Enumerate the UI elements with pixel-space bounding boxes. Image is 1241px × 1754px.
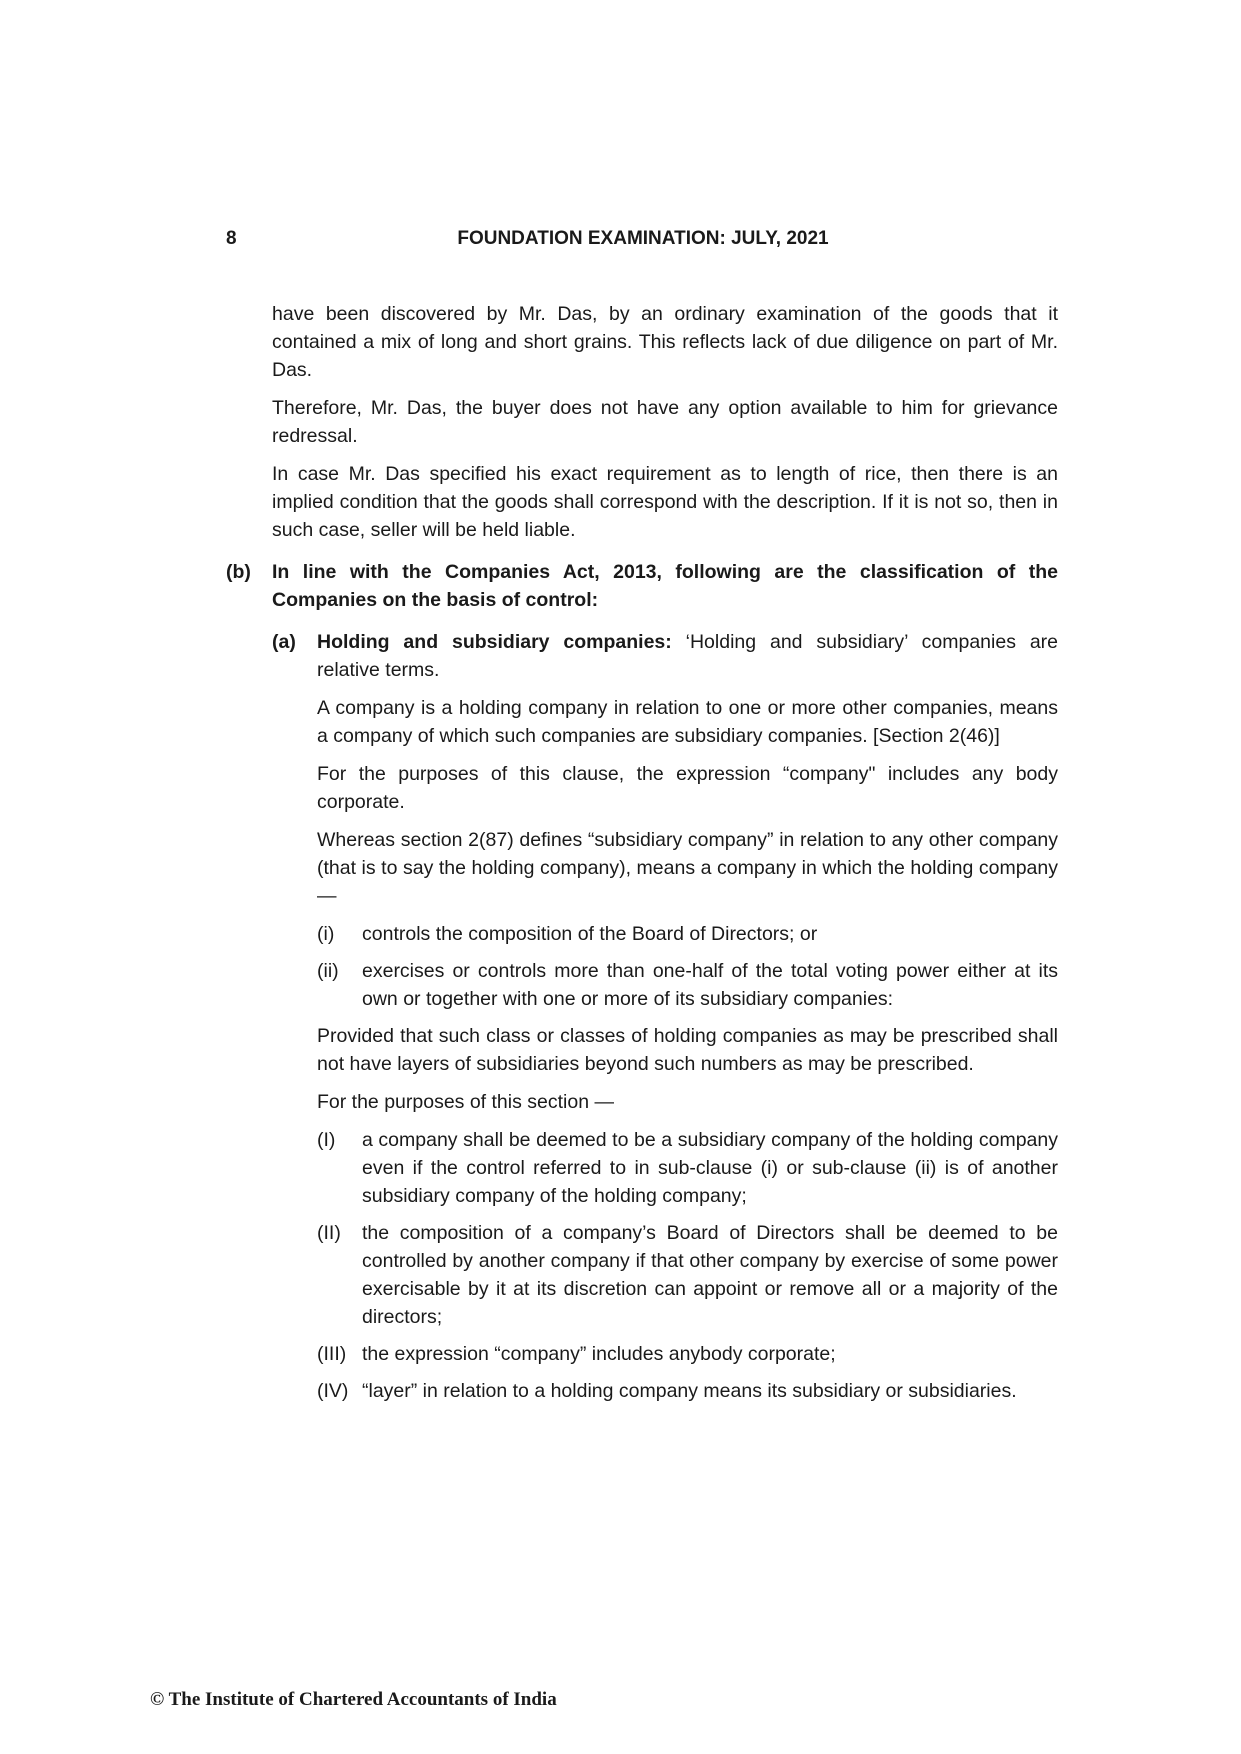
list-item-label: (ii) (317, 960, 339, 982)
paragraph-holding-definition: A company is a holding company in relation to one or more other companies, means a company of which such companies are subsidiary companies. [Section 2(46)] (317, 697, 1058, 747)
page-header (0, 228, 1241, 258)
item-a-bold-lead: Holding and subsidiary companies: (317, 631, 672, 653)
list-item-label: (IV) (317, 1380, 349, 1402)
proviso-paragraph: Provided that such class or classes of holding companies as may be prescribed shall not have layers of subsidiaries beyond such numbers as may be prescribed. (317, 1025, 1058, 1075)
page-number: 8 (226, 228, 237, 249)
intro-paragraph-3: In case Mr. Das specified his exact requirement as to length of rice, then there is an implied condition that the goods shall correspond with the description. If it is not so, then in such case, seller will be held liable. (272, 463, 1058, 541)
item-a-rest: ‘Holding and subsidiary’ companies are relative terms. (317, 631, 1059, 681)
list-item-label: (I) (317, 1129, 336, 1151)
item-a-paragraphs (226, 694, 1058, 910)
paragraph-subsidiary-definition: Whereas section 2(87) defines “subsidiary company” in relation to any other company (that is to say the holding company), means a company in which the holding company— (317, 829, 1058, 907)
main-content (226, 300, 1058, 1414)
section-b-heading: In line with the Companies Act, 2013, following are the classification of the Companies on the basis of control: (272, 561, 1058, 611)
list-item-label: (II) (317, 1222, 341, 1244)
list-item-text: the composition of a company’s Board of Directors shall be deemed to be controlled by another company if that other company by exercise of some power exercisable by it at its discretion can appoint or remove all or a majority of the directors; (362, 1222, 1058, 1328)
intro-paragraph-1: have been discovered by Mr. Das, by an ordinary examination of the goods that it contained a mix of long and short grains. This reflects lack of due diligence on part of Mr. Das. (272, 303, 1058, 381)
intro-paragraph-2: Therefore, Mr. Das, the buyer does not have any option available to him for grievance redressal. (272, 397, 1058, 447)
list-item (317, 920, 1058, 948)
section-b-label: (b) (226, 561, 251, 583)
list-item (317, 1126, 1058, 1210)
control-list (226, 920, 1058, 1013)
section-b (226, 558, 1058, 614)
list-item-label: (i) (317, 923, 335, 945)
list-item-text: controls the composition of the Board of Directors; or (362, 923, 818, 945)
list-item (317, 1219, 1058, 1331)
list-item-text: “layer” in relation to a holding company means its subsidiary or subsidiaries. (362, 1380, 1017, 1402)
proviso-block (226, 1022, 1058, 1116)
item-a-label: (a) (272, 631, 296, 653)
running-title: FOUNDATION EXAMINATION: JULY, 2021 (457, 228, 829, 249)
purposes-list (226, 1126, 1058, 1405)
item-a-text (317, 628, 1058, 684)
purposes-intro: For the purposes of this section — (317, 1091, 614, 1113)
list-item (317, 957, 1058, 1013)
page-footer-copyright: © The Institute of Chartered Accountants of India (150, 1689, 557, 1710)
paragraph-clause-purpose: For the purposes of this clause, the expression “company" includes any body corporate. (317, 763, 1058, 813)
list-item-label: (III) (317, 1343, 347, 1365)
item-a (226, 628, 1058, 684)
list-item-text: the expression “company” includes anybody corporate; (362, 1343, 836, 1365)
list-item (317, 1377, 1058, 1405)
list-item-text: exercises or controls more than one-half of the total voting power either at its own or together with one or more of its subsidiary companies: (362, 960, 1058, 1010)
list-item-text: a company shall be deemed to be a subsidiary company of the holding company even if the control referred to in sub-clause (i) or sub-clause (ii) is of another subsidiary company of the holding company; (362, 1129, 1058, 1207)
list-item (317, 1340, 1058, 1368)
intro-block (226, 300, 1058, 544)
